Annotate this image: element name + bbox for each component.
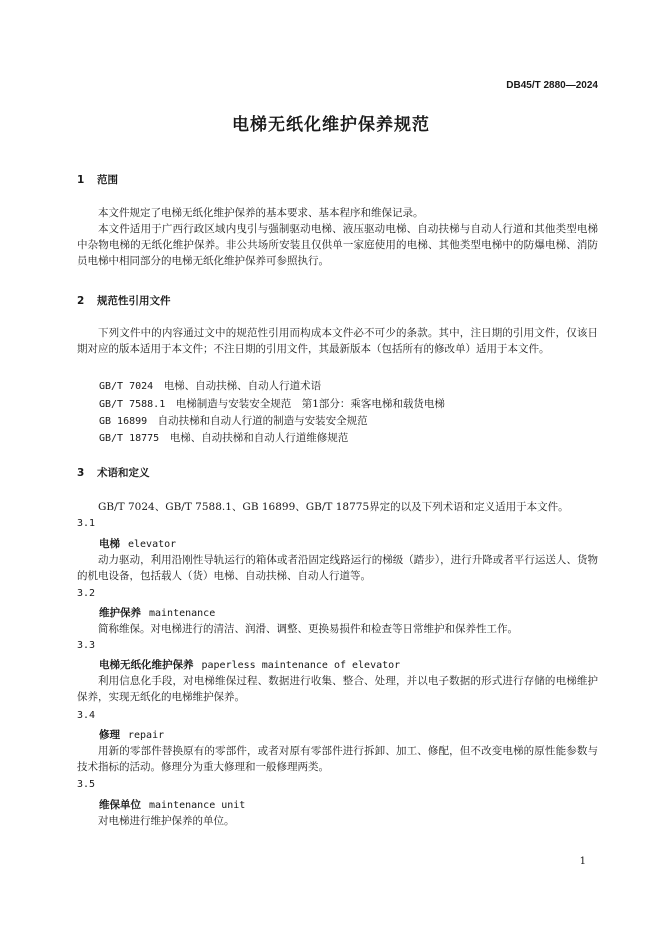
term-english: maintenance unit bbox=[149, 800, 246, 811]
term-english: paperless maintenance of elevator bbox=[201, 660, 401, 671]
term-definition: 用新的零部件替换原有的零部件，或者对原有零部件进行拆卸、加工、修配，但不改变电梯的原性能参数与技术指标的活动。修理分为重大修理和一般修理两类。 bbox=[77, 745, 598, 774]
section-title: 术语和定义 bbox=[97, 467, 150, 479]
reference-title: 电梯、自动扶梯、自动人行道术语 bbox=[163, 380, 322, 392]
normative-intro: 下列文件中的内容通过文中的规范性引用而构成本文件必不可少的条款。其中，注日期的引用文件，仅该日期对应的版本适用于本文件；不注日期的引用文件，其最新版本（包括所有的修改单）适用于本文件。 bbox=[77, 327, 598, 356]
reference-item bbox=[99, 396, 445, 411]
term-heading bbox=[99, 536, 176, 551]
term-definition: 动力驱动，利用沿刚性导轨运行的箱体或者沿固定线路运行的梯级（踏步），进行升降或者平行运送人、货物的机电设备，包括载人（货）电梯、自动扶梯、自动人行道等。 bbox=[77, 554, 598, 583]
scope-paragraph-1: 本文件规定了电梯无纸化维护保养的基本要求、基本程序和维保记录。 bbox=[98, 207, 424, 219]
reference-code: GB/T 18775 bbox=[99, 433, 160, 444]
section-number: 3 bbox=[77, 467, 85, 479]
term-number: 3.3 bbox=[77, 640, 96, 651]
term-english: maintenance bbox=[149, 608, 216, 619]
term-name: 维护保养 bbox=[99, 607, 141, 619]
reference-code: GB/T 7024 bbox=[99, 381, 154, 392]
reference-item bbox=[99, 430, 348, 445]
term-name: 电梯无纸化维护保养 bbox=[99, 659, 194, 671]
scope-paragraph-2: 本文件适用于广西行政区域内曳引与强制驱动电梯、液压驱动电梯、自动扶梯与自动人行道和其他类型电梯中杂物电梯的无纸化维护保养。非公共场所安装且仅供单一家庭使用的电梯、其他类型电梯中的防爆电梯、消防员电梯中相同部分的电梯无纸化维护保养可参照执行。 bbox=[77, 223, 598, 268]
section-title: 规范性引用文件 bbox=[97, 295, 171, 307]
reference-item bbox=[99, 413, 368, 428]
term-english: elevator bbox=[128, 539, 177, 550]
term-definition: 利用信息化手段，对电梯维保过程、数据进行收集、整合、处理，并以电子数据的形式进行存储的电梯维护保养，实现无纸化的电梯维护保养。 bbox=[77, 675, 598, 704]
term-number: 3.2 bbox=[77, 588, 96, 599]
section-3-heading bbox=[77, 465, 150, 480]
term-definition: 对电梯进行维护保养的单位。 bbox=[98, 815, 235, 827]
term-heading bbox=[99, 605, 215, 620]
reference-title: 电梯制造与安装安全规范 第1部分：乘客电梯和载货电梯 bbox=[175, 398, 445, 410]
reference-title: 自动扶梯和自动人行道的制造与安装安全规范 bbox=[157, 415, 368, 427]
term-heading bbox=[99, 727, 164, 742]
terms-intro: GB/T 7024、GB/T 7588.1、GB 16899、GB/T 18775界定的以及下列术语和定义适用于本文件。 bbox=[98, 501, 569, 513]
term-number: 3.4 bbox=[77, 710, 96, 721]
term-number: 3.5 bbox=[77, 779, 96, 790]
standard-number: DB45/T 2880—2024 bbox=[506, 80, 598, 91]
section-1-heading bbox=[77, 172, 118, 187]
term-heading bbox=[99, 797, 245, 812]
reference-code: GB/T 7588.1 bbox=[99, 399, 166, 410]
reference-code: GB 16899 bbox=[99, 416, 148, 427]
reference-item bbox=[99, 378, 321, 393]
term-name: 电梯 bbox=[99, 538, 120, 550]
term-name: 修理 bbox=[99, 729, 120, 741]
term-heading bbox=[99, 657, 400, 672]
section-title: 范围 bbox=[97, 174, 118, 186]
section-number: 2 bbox=[77, 295, 85, 307]
term-definition: 简称维保。对电梯进行的清洁、润滑、调整、更换易损件和检查等日常维护和保养性工作。 bbox=[98, 623, 518, 635]
section-2-heading bbox=[77, 293, 171, 308]
reference-title: 电梯、自动扶梯和自动人行道维修规范 bbox=[169, 432, 349, 444]
term-name: 维保单位 bbox=[99, 799, 141, 811]
page-number: 1 bbox=[579, 856, 586, 867]
document-title: 电梯无纸化维护保养规范 bbox=[232, 115, 430, 135]
term-number: 3.1 bbox=[77, 518, 96, 529]
term-english: repair bbox=[128, 730, 165, 741]
section-number: 1 bbox=[77, 174, 85, 186]
